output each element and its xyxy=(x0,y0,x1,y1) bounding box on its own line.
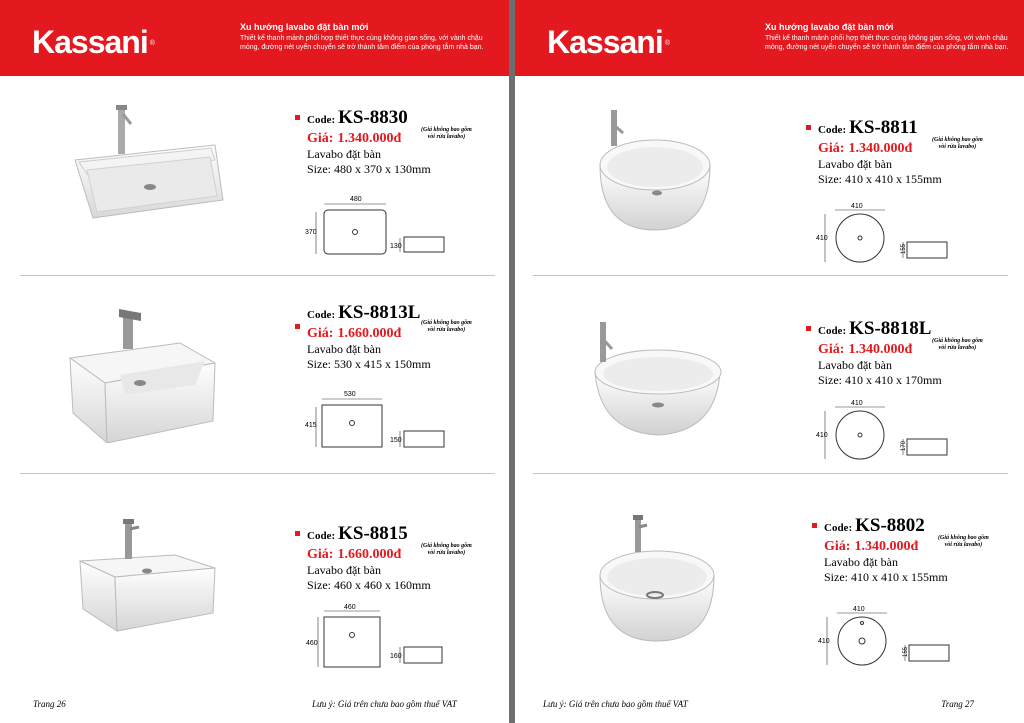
header-banner xyxy=(515,0,1024,76)
product-card: Code: KS-8802 Giá: 1.340.000đ (Giá không bao gồm vòi rửa lavabo) Lavabo đặt bàn Size: 410 x 410 x 155mm 410 410 155 xyxy=(515,483,1024,673)
bullet-icon xyxy=(806,125,811,130)
price-note: (Giá không bao gồm vòi rửa lavabo) xyxy=(421,543,472,556)
product-code: KS-8811 xyxy=(849,117,918,138)
product-price: 1.340.000đ xyxy=(848,342,913,357)
product-image xyxy=(590,317,725,442)
catalog-page-left xyxy=(0,0,509,723)
svg-text:410: 410 xyxy=(853,606,865,613)
vat-note: Lưu ý: Giá trên chưa bao gồm thuế VAT xyxy=(543,699,688,709)
svg-text:160: 160 xyxy=(390,653,402,660)
product-size: Size: 410 x 410 x 170mm xyxy=(818,373,942,387)
divider xyxy=(533,275,1008,276)
price-note: (Giá không bao gồm vòi rửa lavabo) xyxy=(932,137,983,150)
divider xyxy=(20,473,495,474)
svg-text:170: 170 xyxy=(901,440,907,451)
product-image xyxy=(595,513,720,643)
svg-text:410: 410 xyxy=(851,203,863,210)
price-note: (Giá không bao gồm vòi rửa lavabo) xyxy=(421,320,472,333)
catalog-page-right xyxy=(515,0,1024,723)
svg-text:370: 370 xyxy=(305,229,317,236)
divider xyxy=(533,473,1008,474)
product-name: Lavabo đặt bàn xyxy=(824,555,898,569)
product-size: Size: 530 x 415 x 150mm xyxy=(307,357,431,371)
brand-logo: Kassani ® xyxy=(32,24,155,60)
product-card: Code: KS-8811 Giá: 1.340.000đ (Giá không bao gồm vòi rửa lavabo) Lavabo đặt bàn Size: 410 x 410 x 155mm 410 410 155 xyxy=(515,90,1024,280)
bullet-icon xyxy=(806,326,811,331)
product-card: Code: KS-8813L Giá: 1.660.000đ (Giá không bao gồm vòi rửa lavabo) Lavabo đặt bàn Size: 530 x 415 x 150mm 530 415 150 xyxy=(0,285,509,475)
banner-headline: Xu hướng lavabo đặt bàn mới xyxy=(240,22,369,32)
product-name: Lavabo đặt bàn xyxy=(307,342,381,356)
page-number: Trang 27 xyxy=(941,699,974,709)
brand-logo: Kassani ® xyxy=(547,24,670,60)
bullet-icon xyxy=(295,324,300,329)
product-card: Code: KS-8830 Giá: 1.340.000đ (Giá không bao gồm vòi rửa lavabo) Lavabo đặt bàn Size: 480 x 370 x 130mm 480 370 130 xyxy=(0,90,509,280)
dimension-diagram xyxy=(817,601,997,673)
price-note: (Giá không bao gồm vòi rửa lavabo) xyxy=(938,535,989,548)
product-name: Lavabo đặt bàn xyxy=(307,563,381,577)
dimension-diagram xyxy=(815,397,995,465)
product-code: KS-8818L xyxy=(849,318,932,339)
product-name: Lavabo đặt bàn xyxy=(307,147,381,161)
product-price: 1.660.000đ xyxy=(337,326,402,341)
svg-text:480: 480 xyxy=(350,196,362,203)
dimension-diagram xyxy=(300,601,480,673)
product-size: Size: 460 x 460 x 160mm xyxy=(307,578,431,592)
svg-text:130: 130 xyxy=(390,243,402,250)
price-note: (Giá không bao gồm vòi rửa lavabo) xyxy=(421,127,472,140)
bullet-icon xyxy=(812,523,817,528)
banner-description: Thiết kế thanh mảnh phối hợp thiết thực cùng không gian sống, với vành chậu mỏng, đường nét uyển chuyển sẽ trở thành tâm điểm của phòng tắm nhà bạn. xyxy=(765,35,1009,52)
product-image xyxy=(595,105,720,235)
product-code: KS-8813L xyxy=(338,302,421,323)
price-note: (Giá không bao gồm vòi rửa lavabo) xyxy=(932,338,983,351)
bullet-icon xyxy=(295,531,300,536)
product-code: KS-8815 xyxy=(338,523,408,544)
svg-text:150: 150 xyxy=(390,437,402,444)
product-name: Lavabo đặt bàn xyxy=(818,157,892,171)
product-size: Size: 410 x 410 x 155mm xyxy=(824,570,948,584)
dimension-diagram xyxy=(300,385,480,457)
product-image xyxy=(65,100,230,235)
product-card: Code: KS-8818L Giá: 1.340.000đ (Giá không bao gồm vòi rửa lavabo) Lavabo đặt bàn Size: 410 x 410 x 170mm 410 410 170 xyxy=(515,285,1024,475)
page-number: Trang 26 xyxy=(33,699,66,709)
svg-text:410: 410 xyxy=(851,400,863,407)
dimension-diagram xyxy=(300,190,480,262)
svg-text:155: 155 xyxy=(901,243,907,254)
banner-description: Thiết kế thanh mảnh phối hợp thiết thực cùng không gian sống, với vành chậu mỏng, đường nét uyển chuyển sẽ trở thành tâm điểm của phòng tắm nhà bạn. xyxy=(240,35,484,52)
svg-text:155: 155 xyxy=(903,646,909,657)
svg-text:530: 530 xyxy=(344,391,356,398)
product-name: Lavabo đặt bàn xyxy=(818,358,892,372)
svg-text:410: 410 xyxy=(816,235,828,242)
product-card: Code: KS-8815 Giá: 1.660.000đ (Giá không bao gồm vòi rửa lavabo) Lavabo đặt bàn Size: 460 x 460 x 160mm 460 460 160 xyxy=(0,483,509,673)
product-price: 1.340.000đ xyxy=(854,539,919,554)
svg-text:415: 415 xyxy=(305,422,317,429)
divider xyxy=(20,275,495,276)
header-banner xyxy=(0,0,509,76)
banner-headline: Xu hướng lavabo đặt bàn mới xyxy=(765,22,894,32)
svg-text:460: 460 xyxy=(344,604,356,611)
product-code: KS-8802 xyxy=(855,515,925,536)
bullet-icon xyxy=(295,115,300,120)
svg-text:460: 460 xyxy=(306,640,318,647)
product-code: KS-8830 xyxy=(338,107,408,128)
product-image xyxy=(65,303,230,443)
vat-note: Lưu ý: Giá trên chưa bao gồm thuế VAT xyxy=(312,699,457,709)
product-size: Size: 410 x 410 x 155mm xyxy=(818,172,942,186)
product-price: 1.340.000đ xyxy=(337,131,402,146)
product-price: 1.660.000đ xyxy=(337,547,402,562)
svg-text:410: 410 xyxy=(818,638,830,645)
product-price: 1.340.000đ xyxy=(848,141,913,156)
product-size: Size: 480 x 370 x 130mm xyxy=(307,162,431,176)
svg-text:410: 410 xyxy=(816,432,828,439)
dimension-diagram xyxy=(815,200,995,268)
product-image xyxy=(75,513,225,643)
